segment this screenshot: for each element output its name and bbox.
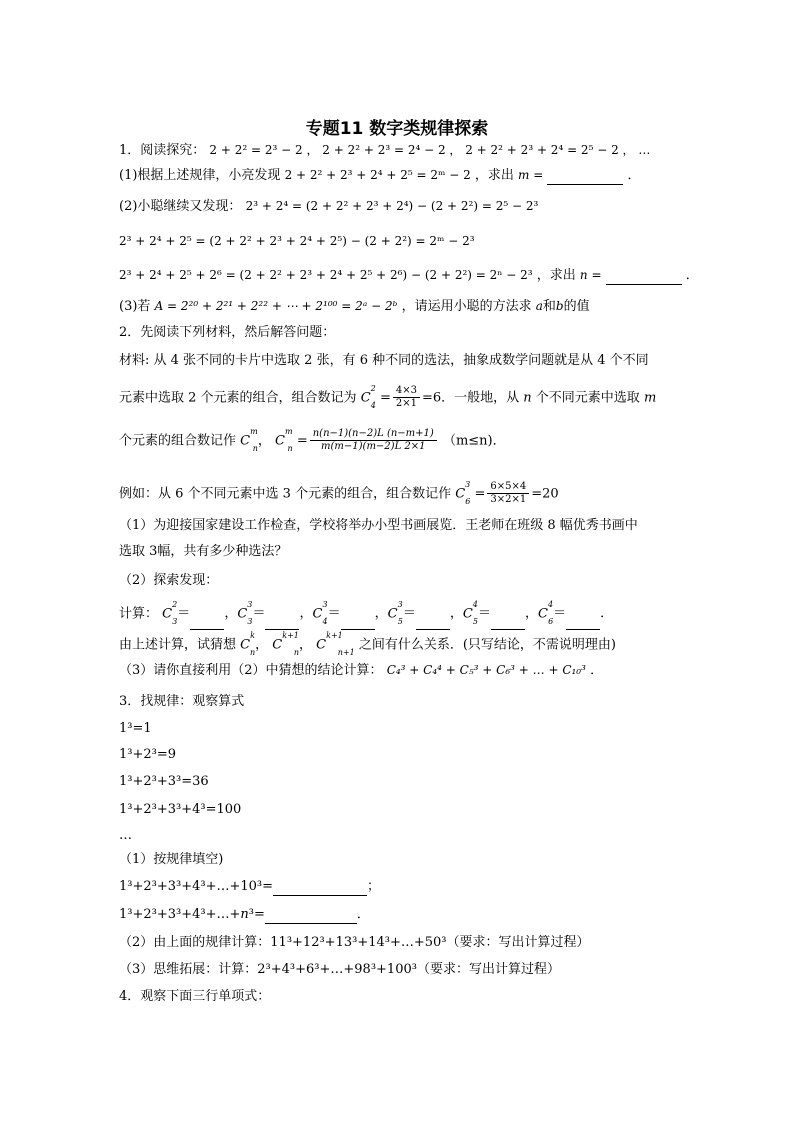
p1-q1-text: (1)根据上述规律，小亮发现 [119,168,281,183]
p2-m2-text2: =6．一般地，从 [421,390,520,406]
p1-q2-answer-blank[interactable] [606,271,682,285]
calc-sep-4: ， [525,606,539,622]
calc-answer-blank-3[interactable] [416,616,450,630]
p2-ex-fraction [487,481,529,506]
p3-dots: … [119,828,132,843]
p1-q1-var: m = [518,168,544,182]
p3-q1b-end: ． [356,907,370,922]
p2-m2-frac-den: 2×1 [395,398,417,410]
p3-line-4: 1³+2³+3³+4³=100 [119,802,242,817]
p2-m2-fraction [393,385,420,410]
p3-q3: （3）思维拓展：计算：2³+4³+6³+…+98³+100³（要求：写出计算过程） [119,962,560,977]
p2-ex-frac-num: 6×5×4 [487,481,529,494]
combination-c-6-3: $C^3_6$ [455,480,471,506]
p3-line-3: 1³+2³+3³=36 [119,774,209,789]
p2-calc-items [162,600,614,626]
p2-q3-line [119,661,603,680]
p1-q3-text3: 的值 [563,299,590,314]
calc-sep-0: ， [224,606,238,622]
calc-combination-5: $C^4_6$ [538,600,554,626]
p2-material-line2: 元素中选取 2 个元素的组合，组合数记为 $C^2_4$ = $\frac{4\times 3}{2\times 1}$ =6．一般地，从 n 个不同元素中选取 m [119,381,656,416]
p3-line-1: 1³=1 [119,721,152,736]
p3-q1a-end: ； [367,879,381,894]
p2-material-line1: 材料: 从 4 张不同的卡片中选取 2 张，有 6 种不同的选法，抽象成数学问题就是从 4 个不同 [119,353,649,368]
p1-intro: 1．阅读探究： [119,143,206,158]
p1-q2-line1 [119,197,538,216]
p1-q1-answer-blank[interactable] [547,171,623,185]
p4-intro: 4．观察下面三行单项式： [119,989,271,1004]
p2-q3-end: ． [590,663,604,678]
p2-m3-text: 个元素的组合数记作 [119,433,237,449]
p1-intro-math: 2 + 2² = 2³ − 2 ， 2 + 2² + 2³ = 2⁴ − 2 ， 2 + 2² + 2³ + 2⁴ = 2⁵ − 2 ， … [209,143,651,157]
p2-guess-text: 由上述计算，试猜想 [119,637,237,653]
p2-m2-n: n [523,390,532,406]
p1-q3-var-b: b [555,299,564,313]
calc-equals-2: ＝ [327,606,341,622]
calc-combination-3: $C^3_5$ [387,600,403,626]
p2-m2-frac-num: 4×3 [393,385,420,398]
p3-q1b-text2: ³= [248,907,265,922]
p3-q1: （1）按规律填空) [119,852,224,867]
combination-c-n-m: $C^m_n$ [240,427,258,453]
combination-c-n-k-plus-1: $C^{k+1}_n$ [272,631,300,657]
p2-q3-math: C₄³ + C₄⁴ + C₅³ + C₆³ + … + C₁₀³ [386,663,586,677]
p3-q1b-n: n [240,907,249,922]
p2-calc-line [119,599,613,630]
page-title: 专题11 数字类规律探索 [305,119,489,139]
p2-calc-label: 计算： [119,606,159,622]
combination-c-n-k: $C^k_n$ [240,631,256,657]
combination-c-n1-k1: $C^{k+1}_{n+1}$ [316,631,355,657]
calc-combination-2: $C^3_4$ [312,600,328,626]
calc-answer-blank-0[interactable] [190,616,224,630]
p2-q2-line: （2）探索发现： [119,573,219,588]
calc-sep-1: ， [299,606,313,622]
p2-m3-frac-num: n(n−1)(n−2)L (n−m+1) [310,428,437,441]
p3-q1b-answer-blank[interactable] [265,910,357,924]
p2-q1-line1: （1）为迎接国家建设工作检查，学校将举办小型书画展览．王老师在班级 8 幅优秀书画中 [119,518,638,533]
calc-answer-blank-1[interactable] [265,616,299,630]
p2-material-line3: 个元素的组合数记作 $C^m_n$， $C^m_n$ = $\frac{n(n-1)(n-2)L (n-m+1)}{m(m-1)(m-2)L 2\times 1}$ （m≤n)． [119,424,506,459]
p1-q1-math: 2 + 2² + 2³ + 2⁴ + 2⁵ = 2ᵐ − 2 [284,168,471,182]
p3-q1a-line [119,878,380,896]
calc-sep-5: ． [600,606,614,622]
p2-m2-text3: 个不同元素中选取 [535,390,640,406]
calc-sep-2: ， [374,606,388,622]
p1-q2-line2 [119,232,475,251]
p2-m2-m: m [643,390,657,406]
p1-q2-math2: 2³ + 2⁴ + 2⁵ = (2 + 2² + 2³ + 2⁴ + 2⁵) − (2 + 2²) = 2ᵐ − 2³ [119,234,475,248]
p2-example-line: 例如：从 6 个不同元素中选 3 个元素的组合，组合数记作 $C^3_6$ = $\frac{6\times 5\times 4}{3\times 2\times 1}$ =20 [119,477,559,512]
p2-q1-line2: 选取 3幅，共有多少种选法？ [119,544,288,559]
calc-equals-1: ＝ [252,606,266,622]
p1-q3-text2: ，请运用小聪的方法求 [401,299,532,314]
p1-q2-text2: ，求出 [536,268,576,283]
calc-combination-4: $C^4_5$ [462,600,478,626]
combination-c-4-2: $C^2_4$ [360,384,376,410]
calc-equals-5: ＝ [553,606,567,622]
p3-q1b-line [119,906,370,924]
p2-ex-text: 例如：从 6 个不同元素中选 3 个元素的组合，组合数记作 [119,486,452,502]
p1-q3-line [119,297,590,316]
p1-q1-end: ． [627,168,641,183]
p2-guess-line: 由上述计算，试猜想 $C^k_n$， $C^{k+1}_n$， $C^{k+1}_{n+1}$ 之间有什么关系．(只写结论，不需说明理由) [119,630,616,661]
p3-q1a-answer-blank[interactable] [273,882,367,896]
p1-intro-line [119,141,650,160]
p1-q2-end: ． [685,268,699,283]
p2-guess-text2: 之间有什么关系．(只写结论，不需说明理由) [358,637,616,653]
calc-equals-3: ＝ [402,606,416,622]
p2-intro: 2．先阅读下列材料，然后解答问题： [119,325,336,340]
calc-equals-4: ＝ [477,606,491,622]
calc-combination-1: $C^3_3$ [237,600,253,626]
combination-c-n-m-2: $C^m_n$ [275,427,293,453]
calc-answer-blank-5[interactable] [566,616,600,630]
p1-q2-math1: 2³ + 2⁴ = (2 + 2² + 2³ + 2⁴) − (2 + 2²) = 2⁵ − 2³ [245,199,539,213]
p1-q2-line3 [119,266,699,285]
p1-q3-math: A = 2²⁰ + 2²¹ + 2²² + ⋯ + 2¹⁰⁰ = 2ᵃ − 2ᵇ [154,299,398,313]
calc-combination-0: $C^2_3$ [162,600,178,626]
calc-answer-blank-4[interactable] [491,616,525,630]
calc-equals-0: ＝ [177,606,191,622]
p3-intro: 3．找规律：观察算式 [119,694,245,709]
p3-q2: （2）由上面的规律计算：11³+12³+13³+14³+…+50³（要求：写出计算过程） [119,935,590,950]
p2-q3-text: （3）请你直接利用（2）中猜想的结论计算： [119,663,383,678]
p3-q1b-text: 1³+2³+3³+4³+…+ [119,907,241,922]
p1-q3-and: 和 [542,299,556,314]
p2-m2-text: 元素中选取 2 个元素的组合，组合数记为 [119,390,357,406]
p1-q2-text: (2)小聪继续又发现： [119,199,242,214]
calc-answer-blank-2[interactable] [341,616,375,630]
p1-q3-text: (3)若 [119,299,151,314]
p1-q2-math3: 2³ + 2⁴ + 2⁵ + 2⁶ = (2 + 2² + 2³ + 2⁴ + 2⁵ + 2⁶) − (2 + 2²) = 2ⁿ − 2³ [119,268,533,282]
p2-ex-frac-den: 3×2×1 [490,494,527,506]
p3-q1a-text: 1³+2³+3³+4³+…+10³= [119,879,274,894]
p1-q1-line [119,166,641,185]
p2-m3-fraction [310,428,437,453]
p3-line-2: 1³+2³=9 [119,747,177,762]
p1-q2-var: n = [579,268,602,282]
calc-sep-3: ， [449,606,463,622]
p2-m3-text2: （m≤n)． [442,433,506,449]
p2-ex-result: =20 [531,486,559,502]
p1-q1-text2: ，求出 [474,168,514,183]
p2-m3-frac-den: m(m−1)(m−2)L 2×1 [321,441,426,453]
p1-q3-var-a: a [535,299,543,313]
